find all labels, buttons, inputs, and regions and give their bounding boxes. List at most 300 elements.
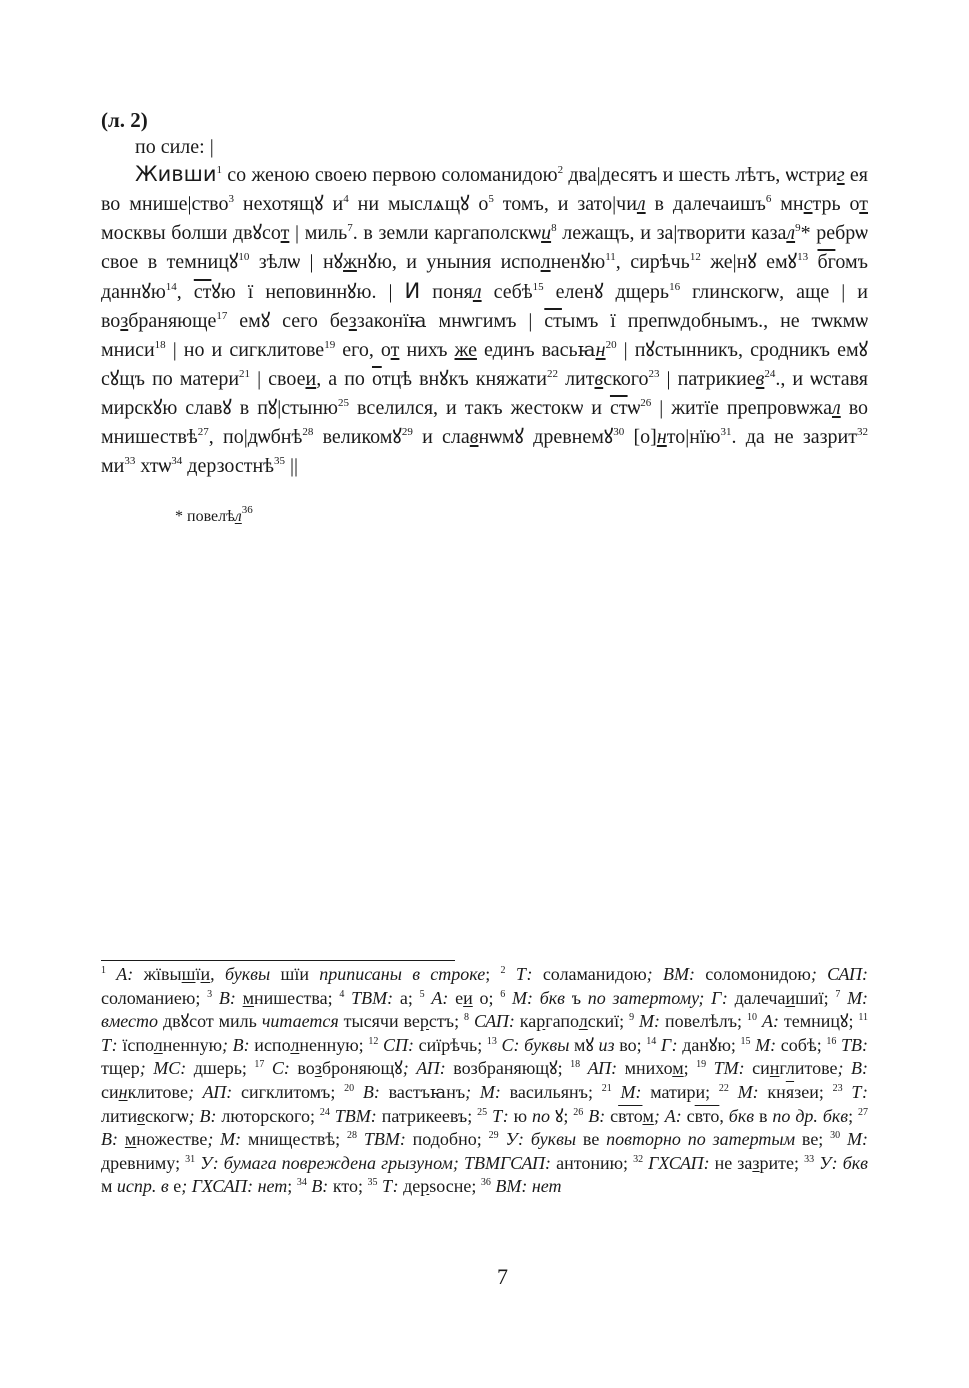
footnote-divider [101,960,455,961]
italic-text: ТВМ: [351,987,394,1008]
footnote-ref: 24 [764,368,776,380]
footnote-ref: 24 [319,1106,330,1118]
footnote-ref: 17 [254,1059,265,1071]
footnote-ref: 3 [207,988,213,1000]
footnote-ref: 28 [302,426,314,438]
text-run: то|нїю [666,426,721,448]
italic-text: М: [620,1081,642,1102]
text-run: , по|дѡбнѣ [208,426,303,448]
text-run: ѕосне; [429,1176,481,1197]
underlined-letter: в [137,1105,145,1126]
italic-text: Т: [381,1176,399,1197]
text-run: емꙋ сего бе [227,310,349,332]
text-run: томъ, и зато|чи [493,193,637,215]
text-run: же|нꙋ емꙋ [700,251,798,273]
underlined-letter: в [594,368,604,390]
text-run: ; [683,1058,697,1079]
italic-text: испр. в [116,1176,169,1197]
text-run: зеи; [794,1081,833,1102]
footnote-ref: 4 [339,988,345,1000]
italic-text: ; АП: [402,1058,446,1079]
text-run: * повелѣ [175,508,235,525]
underlined-letter: н [118,1081,128,1102]
text-run: со женою своею первою соломанидою [222,164,558,186]
underlined-letter: и [463,987,473,1008]
text-run: ; [287,1176,297,1197]
text-run: || [285,455,299,477]
text-run: во [289,1058,315,1079]
text-run: васильянъ; [500,1081,602,1102]
text-run: подобно; [405,1129,489,1150]
text-run: ꙋю ї неповиннꙋю. | [211,281,405,303]
footnote-ref: 25 [477,1106,488,1118]
italic-text: ; ГХСАП: нет [181,1176,288,1197]
italic-text: М: вместо [101,987,869,1032]
footnote-ref: 11 [858,1012,869,1024]
footnote-ref: 23 [648,368,660,380]
text-run: поня [420,281,473,303]
text-run: стъ; [428,1011,465,1032]
footnote-ref: 16 [669,281,681,293]
footnote-ref: 20 [344,1082,355,1094]
italic-text: читается [261,1011,339,1032]
footnote-ref: 21 [239,368,251,380]
underlined-letter: и [785,987,796,1008]
text-run: о; [472,987,501,1008]
italic-text: бкв [728,1105,755,1126]
text-run [580,1058,588,1078]
italic-text: САП: [473,1011,515,1032]
text-run: патрикеевъ; [376,1105,478,1126]
footnote-ref: 25 [338,397,350,409]
footnote-ref: 14 [165,281,177,293]
text-run [357,1129,364,1149]
text-run: испо [249,1034,291,1055]
italic-text: В: [311,1176,329,1197]
text-run: лити [101,1105,138,1126]
underlined-letter: м [124,1129,137,1150]
underlined-letter: л [153,1034,163,1055]
footnote-ref: 9 [629,1012,635,1024]
text-run: тцѣ внꙋкъ княжати [381,368,547,390]
footnote-ref: 14 [646,1035,657,1047]
italic-text: ; В: [837,1058,868,1079]
text-run: хтѡ [135,455,172,477]
text-run: . в земли каргаполскѡ [352,222,542,244]
text-run: мн [771,193,804,215]
footnote-ref: 2 [500,965,506,976]
text-run: е [448,987,464,1008]
text-run: соломонидою [694,964,811,984]
text-run: мꙋ [569,1034,599,1055]
italic-text: У: буквы [505,1129,577,1150]
italic-text: М: [639,1011,661,1032]
footnote-ref: 9 [795,222,801,234]
footnote-ref: 30 [613,426,625,438]
text-run: ножестве [136,1129,208,1150]
text-run [729,1082,738,1102]
text-run: сиїрѣчь; [413,1034,487,1055]
italic-text: ; ВМ: [646,964,695,984]
titlo-abbreviation: ст [609,397,628,419]
text-run: рите; [759,1152,805,1173]
text-run: броняющꙋ [321,1058,403,1079]
text-run: матири; [641,1081,719,1102]
footnote-ref: 21 [601,1082,612,1094]
italic-text: М: [755,1034,777,1055]
text-run: в далечаишъ [645,193,766,215]
italic-text: ГХСАП: [648,1152,710,1173]
text-run: данꙋю; [677,1034,741,1055]
footnote-ref: 6 [765,193,772,205]
underlined-letter: л [786,222,796,244]
text-run: си [101,1081,119,1102]
italic-text: Г: [660,1034,678,1055]
text-run: ского; [269,1105,320,1126]
text-run: сигклитомъ; [232,1081,345,1102]
footnote-ref: 33 [804,1153,815,1165]
text-run: ѡ [627,397,641,419]
text-run: далеча [727,987,786,1008]
text-run: антонию; [551,1152,634,1173]
text-run [840,1129,847,1149]
text-run: соломаниею; [101,987,208,1008]
titlo-abbreviation: вто [694,1105,720,1126]
text-run [212,988,219,1008]
italic-text: ТМ: [713,1058,745,1079]
underlined-letter: з [314,1058,322,1079]
text-run: | житїе препровѡжа [651,397,832,419]
italic-text: У: бкв [819,1152,868,1173]
italic-text: У: бумага повреждена грызуном; ТВМГСАП: [200,1152,552,1173]
underlined-letter: н [595,339,606,361]
opening-line: по силе: | [135,136,214,158]
text-run: во; [614,1034,647,1055]
italic-text: Т: [492,1105,509,1126]
text-run: ю [508,1105,533,1126]
text-run: ненꙋю [550,251,606,273]
text-run: омъ даннꙋю [101,251,868,303]
italic-text: СП: [382,1034,414,1055]
text-run: ї [195,964,201,984]
footnote-ref: 20 [605,339,617,351]
page-number: 7 [497,1264,508,1289]
underlined-letter: р [536,1011,546,1032]
text-run: ея во мнише|ство [101,164,868,215]
initial-letter: И [404,279,421,303]
italic-text: В: [101,1129,118,1150]
italic-text: М: [737,1081,759,1102]
footnote-ref: 22 [718,1082,729,1094]
footnote-ref: 36 [241,504,253,516]
italic-text: по [532,1105,551,1126]
underlined-letter: з [348,310,357,332]
text-run: лютор [216,1105,270,1126]
underlined-letter: р [420,1176,430,1197]
footnote-ref: 35 [274,455,286,467]
footnote-ref: 26 [640,397,652,409]
footnote-ref: 34 [296,1177,307,1189]
text-run: во мнишествѣ [101,397,869,448]
underlined-letter: ж [343,251,357,273]
text-run: вастъꙗнъ [379,1081,466,1102]
text-run: ненную; [299,1034,369,1055]
text-run: гапо [545,1011,579,1032]
italic-text: ; М: [207,1129,242,1150]
underlined-letter: м [672,1058,684,1079]
text-run: нишества; [253,987,340,1008]
text-run: скогѡ [144,1105,189,1126]
text-run: , [210,964,225,984]
text-run: , [176,281,194,303]
text-run: ми [101,455,125,477]
text-run: нꙋю, и уныния испо [356,251,541,273]
footnote-ref: 36 [480,1177,491,1189]
text-run: ненную [162,1034,223,1055]
text-run: | миль [289,222,348,244]
underlined-letter: л [636,193,646,215]
text-run: ве [576,1129,607,1150]
italic-text: приписаны в строке [319,964,486,984]
footnote-ref: 7 [347,222,353,234]
underlined-letter: з [120,310,129,332]
text-run: зѣлѡ | нꙋ [249,251,344,273]
text-run: вселился, и такъ жестокѡ и [349,397,610,419]
text-run: повелѣлъ; [660,1011,747,1032]
asterisk-note [175,504,253,526]
footnote-ref: 11 [605,251,616,263]
text-run: нихъ [399,339,455,361]
text-run [354,1082,363,1102]
text-run: ꙋ; [550,1105,574,1126]
text-run: кто; [328,1176,368,1197]
underlined-letter: л [540,251,551,273]
text-run: , сирѣчь [615,251,690,273]
underlined-letter: м [642,1105,654,1126]
text-run: ., и ѡставя мирскꙋю славꙋ в пꙋ|стыню [101,368,868,419]
text-run: | патрикие [659,368,756,390]
footnote-ref: 29 [488,1130,499,1142]
italic-text: Т: [515,964,533,984]
footnote-ref: 1 [216,164,223,176]
italic-text: А: [116,964,134,984]
italic-text: буквы [224,964,271,984]
underlined-letter: з [752,1152,760,1173]
text-run: а; [393,987,420,1008]
text-run: два|десятъ и шесть лѣтъ, ѡстри [563,164,837,186]
text-run: соламанидою [532,964,647,984]
italic-text: В: [218,987,236,1008]
text-run: собѣ; [776,1034,827,1055]
footnote-ref: 1 [101,965,106,976]
italic-text: ; МС: [139,1058,187,1079]
underlined-letter: ш [181,964,196,984]
text-run: мнихо [617,1058,673,1079]
text-run: кн [758,1081,786,1102]
underlined-letter: т [280,222,290,244]
footnote-ref: 10 [747,1012,757,1024]
footnote-ref: 27 [858,1106,869,1118]
italic-text: ТВМ: [334,1105,377,1126]
text-run: ъ [565,987,588,1008]
italic-text: ; М: [465,1081,501,1102]
text-run: себѣ [481,281,533,303]
titlo-abbreviation: вто [618,1105,643,1126]
text-run: лежащъ, и за|творити каза [556,222,787,244]
text-run [506,964,516,984]
text-run: древниму; [101,1152,186,1173]
italic-text: по др. бкв [772,1105,849,1126]
footnote-ref: 12 [689,251,701,263]
underlined-letter: л [578,1011,588,1032]
footnote-ref: 32 [633,1153,644,1165]
footnote-ref: 12 [368,1035,379,1047]
italic-text: В: [362,1081,380,1102]
italic-text: из [598,1034,615,1055]
text-run: ни мыслѧщꙋ о [348,193,489,215]
italic-text: А: [761,1011,779,1032]
text-run: тщер [101,1058,140,1079]
footnote-ref: 18 [154,339,166,351]
text-run [236,988,243,1008]
italic-text: ; А: [653,1105,682,1126]
titlo-abbreviation: ст [544,310,562,332]
underlined-letter: л [234,508,242,525]
footnote-ref: 26 [573,1106,584,1118]
text-run: , а по [316,368,372,390]
underlined-letter: в [755,368,765,390]
text-run: дшерь; [186,1058,255,1079]
footnote-ref: 8 [551,222,557,234]
text-run [106,964,116,984]
text-run: | но и сигклитове [165,339,325,361]
text-run: нѡмꙋ древнемꙋ [478,426,614,448]
main-text [101,160,868,481]
footnote-ref: 27 [197,426,209,438]
text-run: скиї; [587,1011,630,1032]
text-run: трь о [812,193,860,215]
footnote-ref: 23 [832,1082,843,1094]
italic-text: В: [588,1105,606,1126]
text-run: законїꙗ мнѡгимъ | [356,310,545,332]
text-run: единъ васьꙗ [476,339,596,361]
underlined-letter: г [836,164,845,186]
italic-text: А: [431,987,449,1008]
underlined-letter: н [769,1058,780,1079]
titlo-abbreviation: ст [193,281,212,303]
text-run: ; [485,964,501,984]
text-run: глинскогѡ, аще | и во [101,281,868,332]
text-run: и сла [412,426,470,448]
text-run [706,1058,714,1078]
footnote-ref: 6 [500,988,506,1000]
text-run: в [754,1105,773,1126]
footnote-ref: 19 [324,339,336,351]
italic-text: повторно по затертым [606,1129,796,1150]
footnote-ref: 17 [216,310,228,322]
text-run [118,1129,125,1149]
italic-text: ; САП: [810,964,869,984]
footnote-ref: 29 [401,426,413,438]
footnote-ref: 8 [464,1012,470,1024]
text-run: ве; [795,1129,831,1150]
underlined-letter: с [803,193,813,215]
text-run: браняюще [128,310,217,332]
footnote-ref: 15 [740,1035,751,1047]
text-run: еленꙋ дщерь [543,281,670,303]
text-run: его, о [335,339,391,361]
text-run [264,1058,272,1078]
italic-text: Т: [851,1081,869,1102]
footnote-ref: 7 [835,988,841,1000]
footnote-ref: 13 [486,1035,497,1047]
text-run: м [101,1176,117,1197]
underlined-letter: л [290,1034,300,1055]
titlo-abbreviation: я [785,1081,795,1102]
text-run: шиї; [795,987,836,1008]
text-run: лит [558,368,595,390]
text-run: | свое [250,368,306,390]
text-run: глитове [779,1058,838,1079]
text-run: [о] [624,426,657,448]
italic-text: ; В: [222,1034,250,1055]
text-run: ка [514,1011,537,1032]
folio-label: (л. 2) [101,108,148,132]
text-run: си [744,1058,770,1079]
text-run: ; [848,1105,859,1126]
underlined-letter: и [305,368,317,390]
footnote-ref: 3 [228,193,234,205]
underlined-letter: л [831,397,841,419]
text-run: с [681,1105,695,1126]
footnote-ref: 2 [557,164,564,176]
underlined-letter: л [472,281,482,303]
text-run: клитове [127,1081,188,1102]
text-run: де [398,1176,421,1197]
italic-text: ТВМ: [363,1129,406,1150]
titlo-abbreviation: бг [817,251,836,273]
footnote-ref: 19 [696,1059,707,1071]
underlined-letter: т [390,339,400,361]
text-run: темницꙋ; [778,1011,859,1032]
footnote-ref: 32 [857,426,868,438]
italic-text: Т: [101,1034,118,1055]
text-run: е [168,1176,182,1197]
underlined-letter: и [541,222,552,244]
underlined-letter: и [200,964,211,984]
text-run: тысячи ве [338,1011,420,1032]
footnotes [101,963,868,1199]
footnote-ref: 28 [346,1130,357,1142]
footnote-ref: 18 [570,1059,581,1071]
text-run: ского [603,368,649,390]
underlined-letter: р [419,1011,429,1032]
text-run: москвы болши двꙋсо [101,222,281,244]
footnote-ref: 30 [830,1130,841,1142]
footnote-ref: 31 [185,1153,196,1165]
underlined-letter: в [469,426,479,448]
footnote-ref: 16 [826,1035,837,1047]
text-run: шїи [270,964,320,984]
text-run: возбраняющꙋ; [445,1058,571,1079]
text-run: . да не зазрит [731,426,857,448]
text-run: великомꙋ [313,426,402,448]
underlined-letter: м [242,987,254,1008]
footnote-ref: 5 [419,988,425,1000]
italic-text: М: бкв [511,987,565,1008]
italic-text: ; АП: [187,1081,233,1102]
initial-letter: Живши [135,162,217,186]
